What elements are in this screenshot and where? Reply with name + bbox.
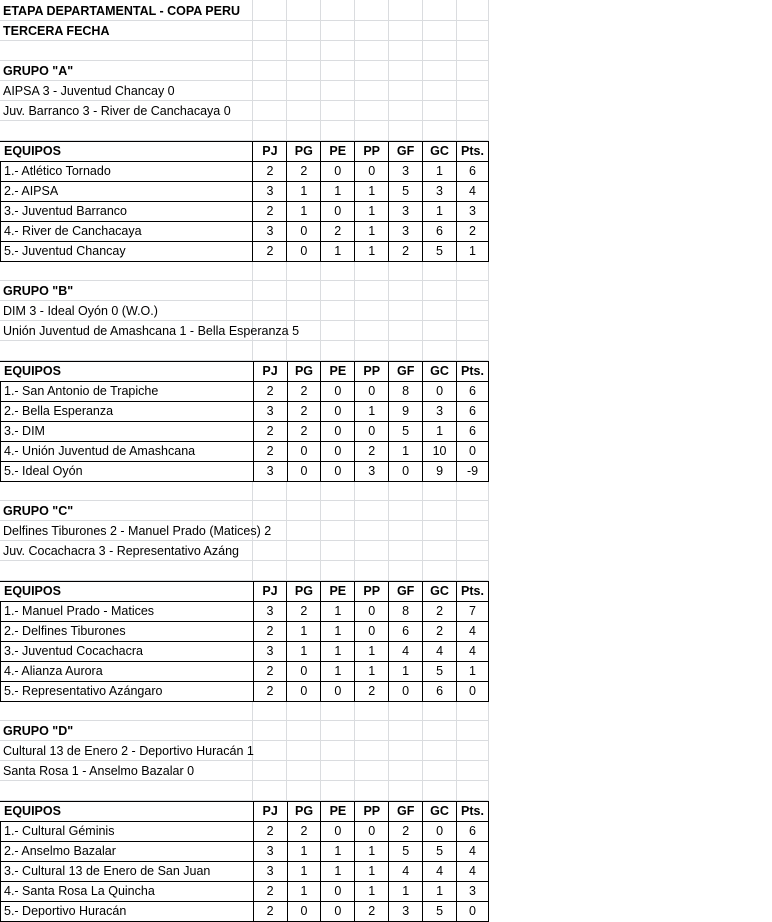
pj-cell: 2: [253, 442, 287, 462]
pe-cell: 0: [321, 442, 355, 462]
gf-cell: 3: [389, 202, 423, 222]
pts-cell: 4: [456, 182, 488, 202]
pts-cell: 1: [456, 242, 488, 262]
pg-cell: 2: [287, 422, 321, 442]
pj-cell: 2: [253, 422, 287, 442]
gc-cell: 10: [423, 442, 457, 462]
pp-cell: 1: [355, 402, 389, 422]
pts-cell: 3: [456, 202, 488, 222]
column-header-pj: PJ: [253, 802, 287, 822]
group-c-result-1: Delfines Tiburones 2 - Manuel Prado (Matices) 2: [3, 524, 272, 538]
gc-cell: 3: [423, 402, 457, 422]
grid-row-line: [0, 280, 489, 281]
pp-cell: 2: [355, 902, 389, 922]
pp-cell: 0: [355, 422, 389, 442]
team-name-cell: 1.- Cultural Géminis: [1, 822, 254, 842]
table-row: [1, 442, 489, 462]
pj-cell: 2: [253, 162, 287, 182]
pp-cell: 0: [355, 622, 389, 642]
column-header-pe: PE: [321, 142, 355, 162]
team-name-cell: 5.- Representativo Azángaro: [1, 682, 254, 702]
pe-cell: 0: [321, 902, 355, 922]
pj-cell: 2: [253, 382, 287, 402]
gf-cell: 5: [389, 842, 423, 862]
pts-cell: 4: [457, 622, 489, 642]
pp-cell: 1: [355, 842, 389, 862]
pe-cell: 0: [321, 462, 355, 482]
column-header-gc: GC: [423, 802, 457, 822]
pg-cell: 0: [287, 442, 321, 462]
column-header-gc: GC: [423, 142, 457, 162]
pg-cell: 2: [287, 822, 321, 842]
gf-cell: 6: [389, 622, 423, 642]
pp-cell: 2: [355, 442, 389, 462]
table-header-row: [1, 802, 489, 822]
column-header-pe: PE: [321, 582, 355, 602]
group-a-title: GRUPO "A": [3, 64, 74, 78]
table-header-row: [1, 582, 489, 602]
grid-row-line: [0, 720, 489, 721]
table-row: [1, 402, 489, 422]
gc-cell: 9: [423, 462, 457, 482]
pg-cell: 0: [287, 242, 321, 262]
pts-cell: 6: [457, 402, 489, 422]
column-header-pg: PG: [287, 362, 321, 382]
pj-cell: 2: [253, 662, 287, 682]
pts-cell: 1: [457, 662, 489, 682]
gc-cell: 1: [423, 202, 457, 222]
team-name-cell: 5.- Deportivo Huracán: [1, 902, 254, 922]
group-b-standings-table: [0, 361, 489, 482]
gc-cell: 1: [423, 882, 457, 902]
pe-cell: 1: [321, 622, 355, 642]
pp-cell: 3: [355, 462, 389, 482]
grid-row-line: [0, 500, 489, 501]
sheet-title: ETAPA DEPARTAMENTAL - COPA PERU: [3, 4, 241, 18]
table-row: [1, 842, 489, 862]
pe-cell: 0: [321, 882, 355, 902]
gf-cell: 5: [389, 182, 423, 202]
group-b-result-1: DIM 3 - Ideal Oyón 0 (W.O.): [3, 304, 158, 318]
pp-cell: 1: [355, 662, 389, 682]
gc-cell: 4: [423, 642, 457, 662]
column-header-gf: GF: [389, 142, 423, 162]
column-header-pg: PG: [287, 582, 321, 602]
column-header-pj: PJ: [253, 142, 287, 162]
sheet-subtitle: TERCERA FECHA: [3, 24, 110, 38]
gc-cell: 0: [423, 822, 457, 842]
gf-cell: 3: [389, 222, 423, 242]
pts-cell: 7: [457, 602, 489, 622]
column-header-pg: PG: [287, 802, 321, 822]
pe-cell: 0: [321, 682, 355, 702]
pts-cell: 0: [457, 902, 489, 922]
pe-cell: 1: [321, 842, 355, 862]
gc-cell: 2: [423, 622, 457, 642]
group-d-result-2: Santa Rosa 1 - Anselmo Bazalar 0: [3, 764, 195, 778]
table-row: [1, 242, 489, 262]
pp-cell: 0: [355, 382, 389, 402]
table-header-row: [1, 142, 489, 162]
table-row: [1, 862, 489, 882]
pp-cell: 1: [355, 862, 389, 882]
pj-cell: 3: [253, 602, 287, 622]
pe-cell: 2: [321, 222, 355, 242]
gc-cell: 1: [423, 162, 457, 182]
gf-cell: 2: [389, 822, 423, 842]
gf-cell: 5: [389, 422, 423, 442]
pe-cell: 1: [321, 642, 355, 662]
table-row: [1, 222, 489, 242]
table-row: [1, 662, 489, 682]
pj-cell: 3: [253, 842, 287, 862]
group-b-result-2: Unión Juventud de Amashcana 1 - Bella Esperanza 5: [3, 324, 300, 338]
team-name-cell: 1.- Manuel Prado - Matices: [1, 602, 254, 622]
pg-cell: 2: [287, 162, 321, 182]
pj-cell: 2: [253, 622, 287, 642]
column-header-pp: PP: [355, 582, 389, 602]
pg-cell: 0: [287, 682, 321, 702]
pp-cell: 1: [355, 882, 389, 902]
group-b-title: GRUPO "B": [3, 284, 74, 298]
pe-cell: 0: [321, 402, 355, 422]
pts-cell: 4: [457, 642, 489, 662]
column-header-pp: PP: [355, 802, 389, 822]
table-row: [1, 202, 489, 222]
group-d-result-1: Cultural 13 de Enero 2 - Deportivo Huracán 1: [3, 744, 254, 758]
pts-cell: 0: [457, 682, 489, 702]
gf-cell: 3: [389, 162, 423, 182]
group-c-result-2: Juv. Cocachacra 3 - Representativo Azáng: [3, 544, 240, 558]
pp-cell: 0: [355, 602, 389, 622]
pe-cell: 0: [321, 382, 355, 402]
pp-cell: 0: [355, 822, 389, 842]
column-header-pts: Pts.: [457, 362, 489, 382]
column-header-pts: Pts.: [457, 802, 489, 822]
pe-cell: 0: [321, 422, 355, 442]
pp-cell: 1: [355, 222, 389, 242]
team-name-cell: 2.- Anselmo Bazalar: [1, 842, 254, 862]
team-name-cell: 1.- San Antonio de Trapiche: [1, 382, 254, 402]
group-a-result-1: AIPSA 3 - Juventud Chancay 0: [3, 84, 175, 98]
column-header-pts: Pts.: [456, 142, 488, 162]
pe-cell: 0: [321, 822, 355, 842]
pts-cell: 2: [456, 222, 488, 242]
gf-cell: 2: [389, 242, 423, 262]
column-header-pj: PJ: [253, 362, 287, 382]
table-row: [1, 882, 489, 902]
pj-cell: 2: [253, 202, 287, 222]
table-row: [1, 422, 489, 442]
column-header-gf: GF: [389, 362, 423, 382]
gf-cell: 0: [389, 462, 423, 482]
team-name-cell: 2.- Delfines Tiburones: [1, 622, 254, 642]
gc-cell: 6: [423, 682, 457, 702]
group-c-standings-table: [0, 581, 489, 702]
pp-cell: 1: [355, 202, 389, 222]
column-header-pp: PP: [355, 142, 389, 162]
column-header-pts: Pts.: [457, 582, 489, 602]
gf-cell: 4: [389, 642, 423, 662]
pg-cell: 1: [287, 182, 321, 202]
table-row: [1, 642, 489, 662]
pj-cell: 3: [253, 222, 287, 242]
column-header-gc: GC: [423, 362, 457, 382]
pj-cell: 2: [253, 822, 287, 842]
column-header-pp: PP: [355, 362, 389, 382]
group-d-standings-table: [0, 801, 489, 922]
pg-cell: 1: [287, 642, 321, 662]
team-name-cell: 5.- Ideal Oyón: [1, 462, 254, 482]
gc-cell: 5: [423, 662, 457, 682]
column-header-gc: GC: [423, 582, 457, 602]
team-name-cell: 4.- Santa Rosa La Quincha: [1, 882, 254, 902]
gf-cell: 1: [389, 882, 423, 902]
pts-cell: 6: [457, 822, 489, 842]
pts-cell: -9: [457, 462, 489, 482]
gc-cell: 5: [423, 842, 457, 862]
pe-cell: 1: [321, 242, 355, 262]
pg-cell: 1: [287, 842, 321, 862]
pj-cell: 3: [253, 402, 287, 422]
gf-cell: 9: [389, 402, 423, 422]
group-c-title: GRUPO "C": [3, 504, 74, 518]
table-row: [1, 682, 489, 702]
column-header-pe: PE: [321, 362, 355, 382]
pg-cell: 0: [287, 222, 321, 242]
pg-cell: 1: [287, 622, 321, 642]
column-header-team: EQUIPOS: [1, 582, 254, 602]
pg-cell: 1: [287, 882, 321, 902]
pj-cell: 3: [253, 462, 287, 482]
team-name-cell: 3.- DIM: [1, 422, 254, 442]
column-header-team: EQUIPOS: [1, 802, 254, 822]
pe-cell: 1: [321, 862, 355, 882]
gc-cell: 3: [423, 182, 457, 202]
column-header-pe: PE: [321, 802, 355, 822]
gc-cell: 5: [423, 902, 457, 922]
column-header-team: EQUIPOS: [1, 142, 253, 162]
pp-cell: 1: [355, 242, 389, 262]
table-header-row: [1, 362, 489, 382]
gc-cell: 5: [423, 242, 457, 262]
pts-cell: 0: [457, 442, 489, 462]
team-name-cell: 4.- Unión Juventud de Amashcana: [1, 442, 254, 462]
pe-cell: 0: [321, 162, 355, 182]
table-row: [1, 182, 489, 202]
team-name-cell: 4.- River de Canchacaya: [1, 222, 253, 242]
pe-cell: 0: [321, 202, 355, 222]
gf-cell: 0: [389, 682, 423, 702]
pts-cell: 4: [457, 842, 489, 862]
pts-cell: 6: [457, 422, 489, 442]
pj-cell: 2: [253, 882, 287, 902]
team-name-cell: 2.- AIPSA: [1, 182, 253, 202]
pj-cell: 3: [253, 642, 287, 662]
gf-cell: 3: [389, 902, 423, 922]
pe-cell: 1: [321, 662, 355, 682]
team-name-cell: 2.- Bella Esperanza: [1, 402, 254, 422]
table-row: [1, 382, 489, 402]
group-a-standings-table: [0, 141, 489, 262]
team-name-cell: 3.- Juventud Cocachacra: [1, 642, 254, 662]
pg-cell: 0: [287, 462, 321, 482]
team-name-cell: 4.- Alianza Aurora: [1, 662, 254, 682]
gf-cell: 1: [389, 662, 423, 682]
group-d-title: GRUPO "D": [3, 724, 74, 738]
column-header-pg: PG: [287, 142, 321, 162]
pg-cell: 1: [287, 202, 321, 222]
pj-cell: 3: [253, 182, 287, 202]
gc-cell: 4: [423, 862, 457, 882]
gf-cell: 4: [389, 862, 423, 882]
gf-cell: 8: [389, 382, 423, 402]
table-row: [1, 162, 489, 182]
pts-cell: 4: [457, 862, 489, 882]
pj-cell: 3: [253, 862, 287, 882]
pp-cell: 1: [355, 182, 389, 202]
gf-cell: 1: [389, 442, 423, 462]
table-row: [1, 822, 489, 842]
pp-cell: 2: [355, 682, 389, 702]
gf-cell: 8: [389, 602, 423, 622]
pts-cell: 6: [456, 162, 488, 182]
column-header-team: EQUIPOS: [1, 362, 254, 382]
pj-cell: 2: [253, 242, 287, 262]
table-row: [1, 622, 489, 642]
pj-cell: 2: [253, 682, 287, 702]
group-a-result-2: Juv. Barranco 3 - River de Canchacaya 0: [3, 104, 231, 118]
pe-cell: 1: [321, 182, 355, 202]
gc-cell: 1: [423, 422, 457, 442]
pj-cell: 2: [253, 902, 287, 922]
team-name-cell: 3.- Juventud Barranco: [1, 202, 253, 222]
pts-cell: 6: [457, 382, 489, 402]
gc-cell: 0: [423, 382, 457, 402]
column-header-pj: PJ: [253, 582, 287, 602]
table-row: [1, 602, 489, 622]
team-name-cell: 5.- Juventud Chancay: [1, 242, 253, 262]
pg-cell: 2: [287, 382, 321, 402]
pg-cell: 0: [287, 902, 321, 922]
pg-cell: 0: [287, 662, 321, 682]
team-name-cell: 1.- Atlético Tornado: [1, 162, 253, 182]
gc-cell: 2: [423, 602, 457, 622]
column-header-gf: GF: [389, 582, 423, 602]
column-header-gf: GF: [389, 802, 423, 822]
grid-row-line: [0, 60, 489, 61]
table-row: [1, 462, 489, 482]
pp-cell: 0: [355, 162, 389, 182]
pp-cell: 1: [355, 642, 389, 662]
pts-cell: 3: [457, 882, 489, 902]
gc-cell: 6: [423, 222, 457, 242]
team-name-cell: 3.- Cultural 13 de Enero de San Juan: [1, 862, 254, 882]
pg-cell: 2: [287, 602, 321, 622]
pg-cell: 1: [287, 862, 321, 882]
table-row: [1, 902, 489, 922]
pe-cell: 1: [321, 602, 355, 622]
pg-cell: 2: [287, 402, 321, 422]
